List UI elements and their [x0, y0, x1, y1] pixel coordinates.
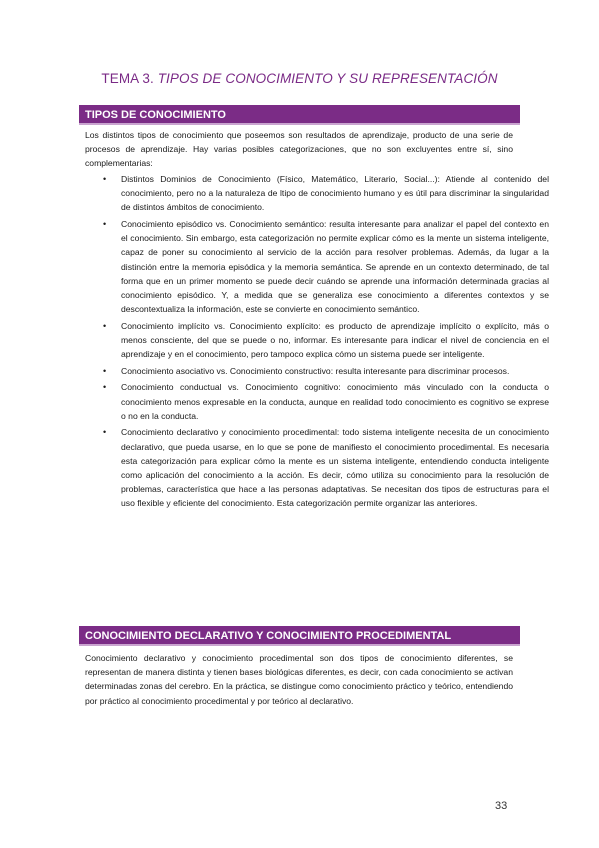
- list-item-text: Conocimiento asociativo vs. Conocimiento constructivo: resulta interesante para discriminar procesos.: [121, 365, 510, 376]
- list-item: [103, 217, 549, 316]
- intro-paragraph: Los distintos tipos de conocimiento que poseemos son resultados de aprendizaje, producto de una serie de procesos de aprendizaje. Hay varias posibles categorizaciones, que no son excluyentes entre sí, sino complementarias:: [85, 130, 513, 169]
- section-heading-declarativo: CONOCIMIENTO DECLARATIVO Y CONOCIMIENTO PROCEDIMENTAL: [79, 626, 520, 646]
- list-item-label: Conocimiento declarativo y conocimiento procedimental: [121, 427, 337, 438]
- list-item-text: Distintos Dominios de Conocimiento (Físico, Matemático, Literario, Social...): Atiende al contenido del conocimiento, pero no a la naturaleza de ltipo de conocimiento humano y es útil para discriminar la singularidad de distintos ámbitos de conocimiento.: [121, 174, 549, 213]
- bullet-icon: •: [103, 219, 107, 229]
- list-item-text: Conocimiento episódico vs. Conocimiento semántico: resulta interesante para analizar el papel del contexto en el conocimiento. Sin embargo, esta categorización no permite explicar cómo es la mente un sistema inteligente, capaz de poner su conocimiento al servicio de la acción para resolver problemas. Además, da lugar a la distinción entre la memoria episódica y la memoria semántica. Se aprende en un contexto determinado, de tal forma que en un primer momento se puede decir cuándo se aprende una información determinada gracias al conocimiento episódico. Y, a medida que se generaliza ese conocimiento a diferentes contextos y se descontextualiza la información, este se convierte en conocimiento semántico.: [121, 219, 549, 315]
- list-item: [103, 425, 549, 510]
- title-italic: TIPOS DE CONOCIMIENTO Y SU REPRESENTACIÓN: [157, 71, 498, 86]
- list-item-text: Conocimiento conductual vs. Conocimiento cognitivo: conocimiento más vinculado con la conducta o conocimiento menos expresable en la conducta, aunque en realidad todo conocimiento es cognitivo se exprese o no en la conducta.: [121, 382, 550, 421]
- declarativo-paragraph: Conocimiento declarativo y conocimiento procedimental son dos tipos de conocimiento diferentes, se representan de manera distinta y tienen bases biológicas diferentes, es decir, con cada conocimiento se activan determinadas zonas del cerebro. En la práctica, se distingue como conocimiento práctico y teórico, entendiendo por práctico al conocimiento procedimental y por teórico al declarativo.: [85, 653, 513, 706]
- bullet-icon: •: [103, 174, 107, 184]
- list-item-label: Distintos Dominios de Conocimiento (Físico, Matemático, Literario, Social...): [121, 174, 438, 184]
- list-item-text: Conocimiento declarativo y conocimiento procedimental: todo sistema inteligente necesita de un conocimiento declarativo, que pueda usarse, en lo que se pone de manifiesto el conocimiento procedimental. Es necesaria esta categorización para explicar cómo la mente es un sistema inteligente, entendiendo conducta inteligente como aplicación del conocimiento a la acción. Es decir, cómo utiliza su conocimiento para la resolución de problemas, característica que hace a las personas adaptativas. Se necesitan dos tipos de estructuras para el uso flexible y eficiente del conocimiento. Esta categorización permite organizar las anteriores.: [121, 427, 549, 509]
- list-item: [103, 380, 550, 423]
- list-item-label: Conocimiento asociativo vs. Conocimiento constructivo: [121, 365, 331, 376]
- knowledge-types-list: [85, 172, 549, 513]
- page-number: 33: [495, 800, 508, 812]
- title-prefix: TEMA 3.: [101, 71, 158, 86]
- list-item: [103, 319, 549, 362]
- bullet-icon: •: [103, 320, 107, 331]
- bullet-icon: •: [103, 365, 107, 376]
- bullet-icon: •: [103, 382, 107, 393]
- bullet-icon: •: [103, 427, 107, 438]
- list-item-text: Conocimiento implícito vs. Conocimiento explícito: es producto de aprendizaje implícito o explícito, más o menos consciente, del que se puede o no, informar. Es interesante para indicar el nivel de conciencia en el aprendizaje y en el conocimiento, pero tampoco explica cómo un sistema puede ser inteligente.: [121, 320, 549, 360]
- list-item: [103, 172, 549, 215]
- list-item-label: Conocimiento episódico vs. Conocimiento semántico: [121, 219, 324, 229]
- section-heading-tipos: TIPOS DE CONOCIMIENTO: [79, 105, 520, 125]
- page-title: [0, 71, 599, 86]
- list-item: [103, 364, 549, 378]
- list-item-label: Conocimiento implícito vs. Conocimiento explícito: [121, 320, 319, 331]
- list-item-label: Conocimiento conductual vs. Conocimiento cognitivo: [121, 382, 339, 393]
